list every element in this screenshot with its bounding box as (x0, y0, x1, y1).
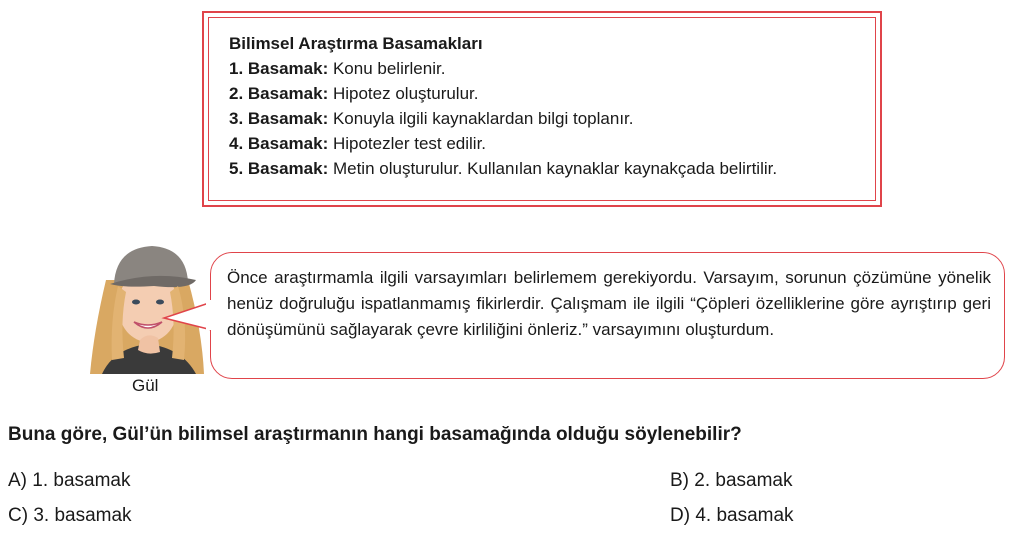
step-label: 1. Basamak: (229, 59, 329, 78)
step-text: Konu belirlenir. (332, 59, 446, 78)
step-text: Hipotez oluşturulur. (332, 84, 479, 103)
steps-title: Bilimsel Araştırma Basamakları (229, 34, 483, 53)
step-label: 4. Basamak: (229, 134, 329, 153)
step-row-2 (229, 81, 777, 106)
option-d[interactable]: D) 4. basamak (670, 505, 794, 526)
option-a[interactable]: A) 1. basamak (8, 470, 131, 491)
speech-bubble (210, 252, 1005, 379)
steps-content (229, 31, 777, 181)
question-text: Buna göre, Gül’ün bilimsel araştırmanın hangi basamağında olduğu söylenebilir? (8, 424, 742, 445)
option-c[interactable]: C) 3. basamak (8, 505, 132, 526)
step-label: 3. Basamak: (229, 109, 329, 128)
step-row-5 (229, 156, 777, 181)
speech-text: Önce araştırmamla ilgili varsayımları belirlemem gerekiyordu. Varsayım, sorunun çözümüne yönelik henüz doğruluğu ispatlanmamış fikirlerdir. Çalışmam ile ilgili “Çöpleri özelliklerine göre ayrıştırıp geri dönüşümünü sağlayarak çevre kirliliğini önleriz.” varsayımını oluşturdum. (227, 268, 991, 339)
steps-box (202, 11, 882, 207)
step-text: Konuyla ilgili kaynaklardan bilgi toplanır. (332, 109, 634, 128)
bubble-tail-mask (206, 300, 214, 330)
step-label: 2. Basamak: (229, 84, 329, 103)
step-text: Metin oluşturulur. Kullanılan kaynaklar kaynakçada belirtilir. (332, 159, 778, 178)
step-text: Hipotezler test edilir. (332, 134, 487, 153)
option-b[interactable]: B) 2. basamak (670, 470, 793, 491)
speaker-name: Gül (132, 376, 159, 395)
step-label: 5. Basamak: (229, 159, 329, 178)
step-row-1 (229, 56, 777, 81)
step-row-3 (229, 106, 777, 131)
step-row-4 (229, 131, 777, 156)
